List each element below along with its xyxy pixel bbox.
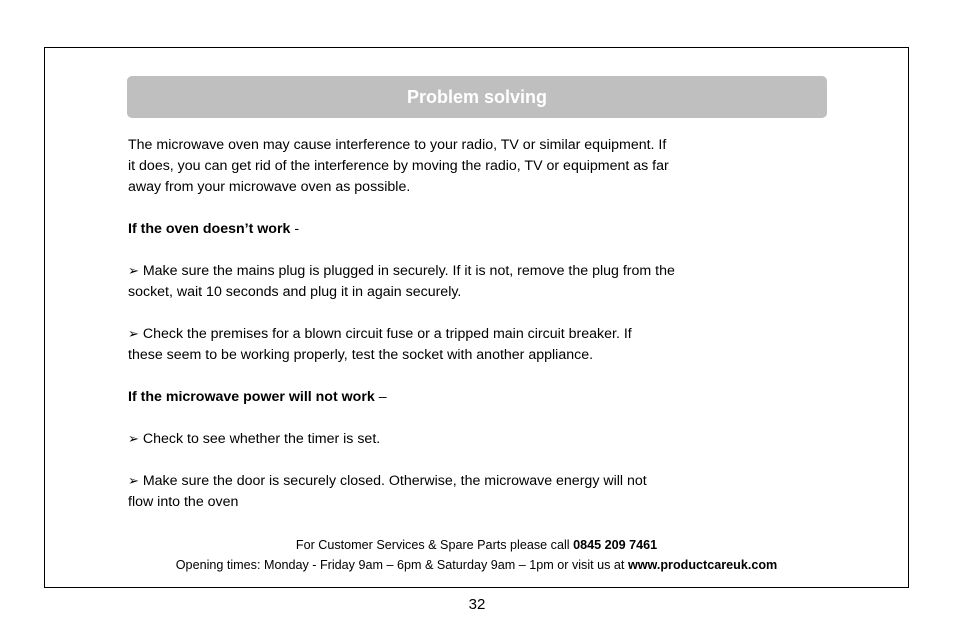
list-item-text: Make sure the mains plug is plugged in securely. If it is not, remove the plug from the	[138, 263, 675, 279]
list-item	[128, 429, 768, 450]
section-heading	[128, 387, 768, 408]
intro-line	[128, 135, 768, 156]
page-title: Problem solving	[406, 86, 548, 107]
list-item-text: Check to see whether the timer is set.	[138, 431, 381, 447]
arrow-bullet-icon: ➢	[128, 432, 139, 447]
list-item-text: flow into the oven	[128, 494, 239, 510]
footer-text: Opening times: Monday - Friday 9am – 6pm & Saturday 9am – 1pm or visit us at	[175, 558, 628, 572]
arrow-bullet-icon: ➢	[128, 327, 139, 342]
list-item-continuation	[128, 345, 768, 366]
list-item-continuation	[128, 492, 768, 513]
footer-phone-line	[44, 535, 909, 555]
website-link[interactable]: www.productcareuk.com	[627, 558, 778, 572]
section-heading-text: If the microwave power will not work	[128, 389, 375, 405]
arrow-bullet-icon: ➢	[128, 474, 139, 489]
list-item-text: Make sure the door is securely closed. Otherwise, the microwave energy will not	[138, 473, 647, 489]
section-heading-suffix: -	[290, 221, 300, 237]
list-item-text: Check the premises for a blown circuit fuse or a tripped main circuit breaker. If	[138, 326, 632, 342]
list-item	[128, 471, 768, 492]
section-heading	[128, 219, 768, 240]
list-item-continuation	[128, 282, 768, 303]
content-body	[128, 135, 768, 513]
footer-hours-line	[44, 555, 909, 575]
phone-number: 0845 209 7461	[573, 538, 658, 552]
section-heading-text: If the oven doesn’t work	[128, 221, 291, 237]
section-title-banner	[127, 76, 827, 118]
page-number: 32	[468, 596, 486, 613]
list-item-text: socket, wait 10 seconds and plug it in again securely.	[128, 284, 462, 300]
customer-service-footer	[44, 535, 909, 575]
intro-line	[128, 177, 768, 198]
arrow-bullet-icon: ➢	[128, 264, 139, 279]
intro-text: The microwave oven may cause interference to your radio, TV or similar equipment. If	[128, 137, 667, 153]
list-item	[128, 324, 768, 345]
footer-text: For Customer Services & Spare Parts please call	[295, 538, 574, 552]
list-item	[128, 261, 768, 282]
intro-text: it does, you can get rid of the interference by moving the radio, TV or equipment as far	[128, 158, 669, 174]
intro-text: away from your microwave oven as possible.	[128, 179, 411, 195]
list-item-text: these seem to be working properly, test the socket with another appliance.	[128, 347, 594, 363]
intro-line	[128, 156, 768, 177]
section-heading-suffix: –	[374, 389, 387, 405]
